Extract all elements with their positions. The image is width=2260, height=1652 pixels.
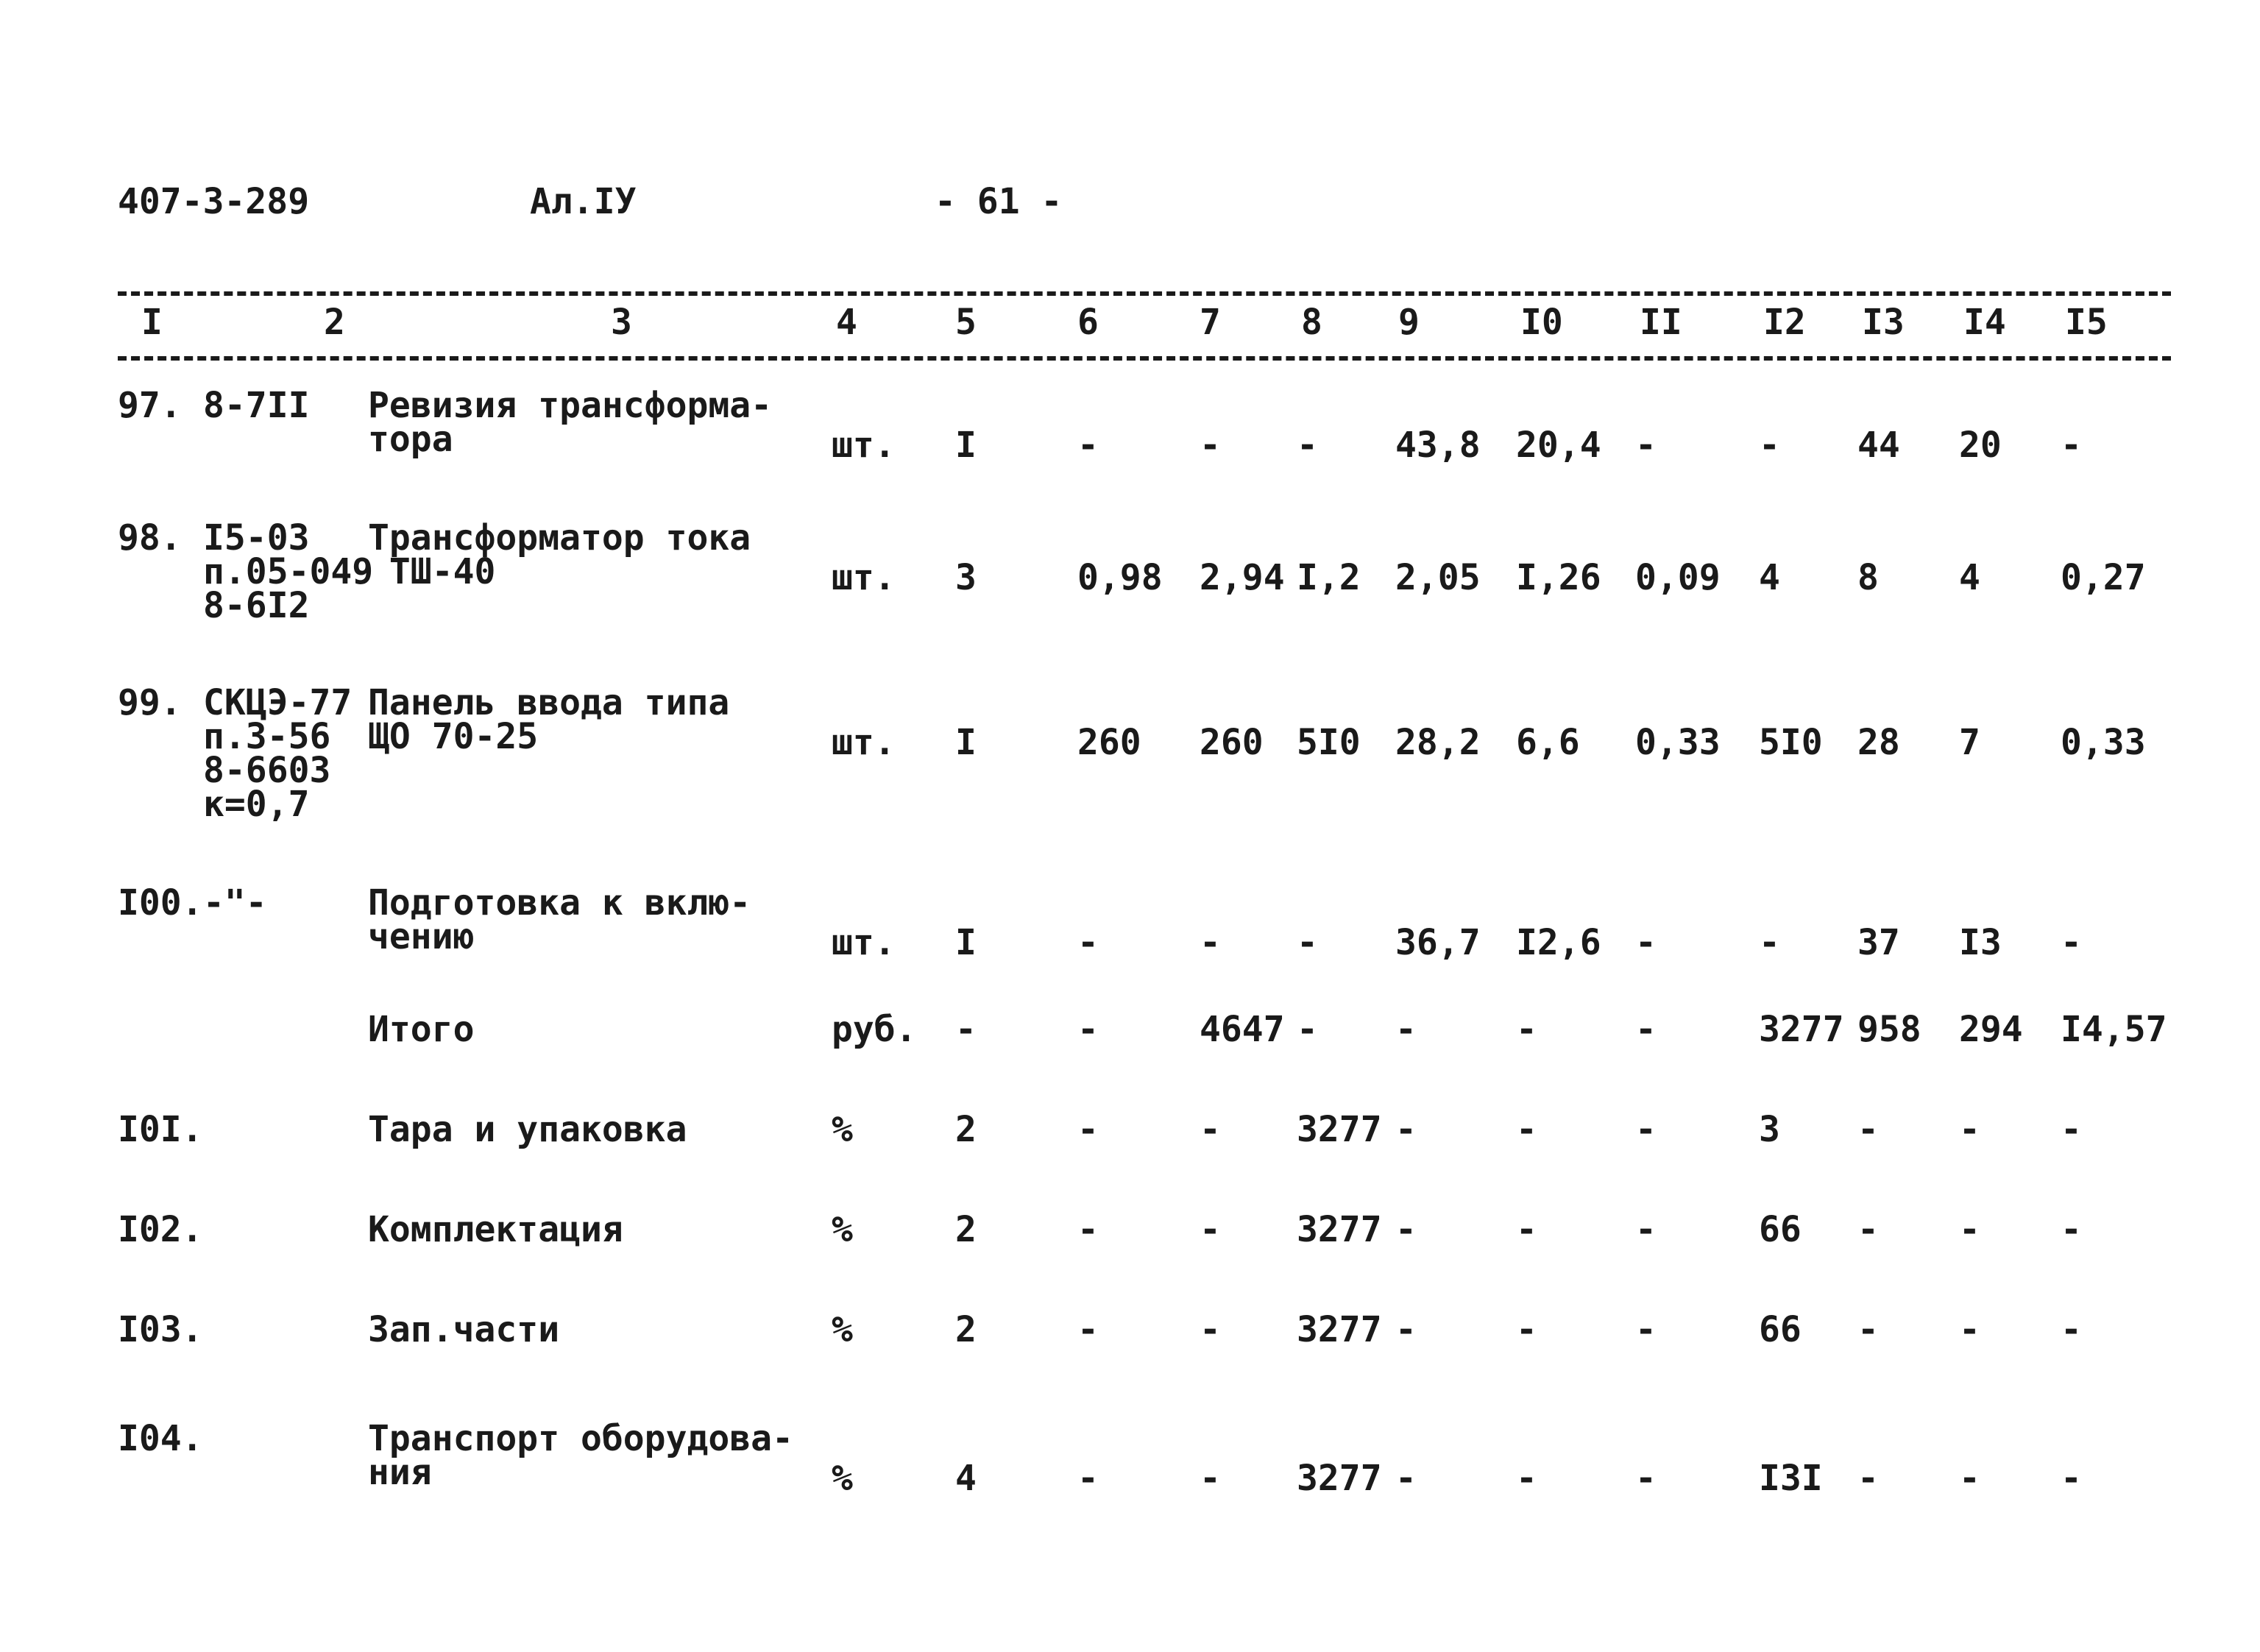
col-7: -: [1200, 1458, 1221, 1499]
table-header-rule: [118, 356, 2171, 361]
col-15: 0,33: [2061, 722, 2146, 763]
col-14: -: [1959, 1209, 1980, 1250]
col-7: 4647: [1200, 1009, 1285, 1050]
document-number: 407-3-289: [118, 181, 310, 222]
column-number-13: I3: [1862, 302, 1905, 343]
quantity: -: [955, 1009, 977, 1050]
row-number: 98.: [118, 517, 182, 559]
col-8: 3277: [1297, 1209, 1382, 1250]
col-13: -: [1857, 1109, 1879, 1150]
col-11: -: [1635, 425, 1657, 466]
col-9: -: [1395, 1009, 1417, 1050]
col-12: 3: [1759, 1109, 1780, 1150]
item-name: Транспорт оборудова- ния: [368, 1418, 793, 1493]
quantity: 4: [955, 1458, 977, 1499]
unit: %: [832, 1309, 853, 1350]
col-13: 958: [1857, 1009, 1921, 1050]
col-15: -: [2061, 425, 2082, 466]
unit: шт.: [832, 922, 896, 963]
col-11: 0,33: [1635, 722, 1721, 763]
column-number-11: II: [1640, 302, 1682, 343]
rate-code: СКЦЭ-77 п.3-56 8-6603 к=0,7: [203, 682, 353, 825]
col-15: -: [2061, 1109, 2082, 1150]
col-6: 0,98: [1077, 557, 1163, 598]
album-label: Ал.IУ: [530, 181, 637, 222]
col-9: -: [1395, 1458, 1417, 1499]
unit: шт.: [832, 425, 896, 466]
col-12: -: [1759, 425, 1780, 466]
col-13: -: [1857, 1309, 1879, 1350]
col-8: 5I0: [1297, 722, 1361, 763]
col-9: -: [1395, 1309, 1417, 1350]
col-7: 2,94: [1200, 557, 1285, 598]
col-14: 4: [1959, 557, 1980, 598]
table-top-rule: [118, 291, 2171, 296]
col-7: -: [1200, 1309, 1221, 1350]
col-13: 28: [1857, 722, 1900, 763]
col-10: I2,6: [1516, 922, 1601, 963]
item-name: Панель ввода типа ЩО 70-25: [368, 682, 730, 757]
col-8: 3277: [1297, 1109, 1382, 1150]
unit: %: [832, 1209, 853, 1250]
row-number: 97.: [118, 385, 182, 426]
col-10: 20,4: [1516, 425, 1601, 466]
col-12: 66: [1759, 1209, 1802, 1250]
column-number-5: 5: [955, 302, 977, 343]
quantity: 2: [955, 1109, 977, 1150]
col-14: 7: [1959, 722, 1980, 763]
col-10: -: [1516, 1309, 1537, 1350]
column-number-12: I2: [1763, 302, 1806, 343]
col-12: 4: [1759, 557, 1780, 598]
col-10: -: [1516, 1009, 1537, 1050]
col-7: -: [1200, 1209, 1221, 1250]
column-number-7: 7: [1200, 302, 1221, 343]
col-14: 294: [1959, 1009, 2023, 1050]
row-number: I03.: [118, 1309, 203, 1350]
quantity: 3: [955, 557, 977, 598]
col-10: I,26: [1516, 557, 1601, 598]
col-15: 0,27: [2061, 557, 2146, 598]
item-name: Подготовка к вклю- чению: [368, 882, 751, 957]
item-name: Ревизия трансформа- тора: [368, 385, 773, 460]
col-11: -: [1635, 922, 1657, 963]
col-14: 20: [1959, 425, 2002, 466]
item-name: Зап.части: [368, 1309, 560, 1350]
col-12: 66: [1759, 1309, 1802, 1350]
unit: %: [832, 1458, 853, 1499]
col-15: -: [2061, 1309, 2082, 1350]
col-14: -: [1959, 1109, 1980, 1150]
col-11: -: [1635, 1109, 1657, 1150]
column-number-8: 8: [1301, 302, 1322, 343]
col-7: -: [1200, 922, 1221, 963]
row-number: I00.: [118, 882, 203, 924]
col-9: 2,05: [1395, 557, 1481, 598]
col-12: 5I0: [1759, 722, 1823, 763]
col-9: -: [1395, 1209, 1417, 1250]
col-8: I,2: [1297, 557, 1361, 598]
col-6: -: [1077, 1009, 1099, 1050]
col-11: 0,09: [1635, 557, 1721, 598]
col-13: 37: [1857, 922, 1900, 963]
column-number-14: I4: [1963, 302, 2006, 343]
quantity: 2: [955, 1209, 977, 1250]
col-14: -: [1959, 1309, 1980, 1350]
col-9: 43,8: [1395, 425, 1481, 466]
col-14: I3: [1959, 922, 2002, 963]
column-number-15: I5: [2065, 302, 2108, 343]
col-11: -: [1635, 1209, 1657, 1250]
col-10: -: [1516, 1109, 1537, 1150]
col-12: 3277: [1759, 1009, 1844, 1050]
col-10: -: [1516, 1209, 1537, 1250]
quantity: 2: [955, 1309, 977, 1350]
col-12: I3I: [1759, 1458, 1823, 1499]
col-6: -: [1077, 1209, 1099, 1250]
col-9: 36,7: [1395, 922, 1481, 963]
col-7: -: [1200, 425, 1221, 466]
unit: %: [832, 1109, 853, 1150]
col-8: -: [1297, 425, 1318, 466]
col-9: 28,2: [1395, 722, 1481, 763]
col-8: 3277: [1297, 1309, 1382, 1350]
col-15: -: [2061, 922, 2082, 963]
col-13: -: [1857, 1458, 1879, 1499]
quantity: I: [955, 922, 977, 963]
col-15: I4,57: [2061, 1009, 2167, 1050]
col-7: 260: [1200, 722, 1264, 763]
column-number-4: 4: [836, 302, 857, 343]
item-name: Комплектация: [368, 1209, 623, 1250]
item-name: Итого: [368, 1009, 475, 1050]
row-number: I02.: [118, 1209, 203, 1250]
item-name: Трансформатор тока ТШ-40: [368, 517, 751, 592]
col-7: -: [1200, 1109, 1221, 1150]
col-11: -: [1635, 1009, 1657, 1050]
unit: руб.: [832, 1009, 917, 1050]
col-13: 44: [1857, 425, 1900, 466]
col-8: -: [1297, 1009, 1318, 1050]
row-number: 99.: [118, 682, 182, 723]
col-8: -: [1297, 922, 1318, 963]
col-6: 260: [1077, 722, 1141, 763]
col-6: -: [1077, 1109, 1099, 1150]
column-number-1: I: [141, 302, 163, 343]
col-14: -: [1959, 1458, 1980, 1499]
col-9: -: [1395, 1109, 1417, 1150]
column-number-9: 9: [1398, 302, 1420, 343]
col-6: -: [1077, 425, 1099, 466]
column-number-3: 3: [611, 302, 632, 343]
col-11: -: [1635, 1458, 1657, 1499]
column-number-6: 6: [1077, 302, 1099, 343]
item-name: Тара и упаковка: [368, 1109, 687, 1150]
col-6: -: [1077, 1309, 1099, 1350]
unit: шт.: [832, 557, 896, 598]
column-number-10: I0: [1520, 302, 1563, 343]
rate-code: -"-: [203, 882, 267, 924]
col-15: -: [2061, 1209, 2082, 1250]
col-6: -: [1077, 1458, 1099, 1499]
page-number: - 61 -: [935, 181, 1063, 222]
rate-code: 8-7II: [203, 385, 310, 426]
quantity: I: [955, 722, 977, 763]
row-number: I04.: [118, 1418, 203, 1459]
row-number: I0I.: [118, 1109, 203, 1150]
unit: шт.: [832, 722, 896, 763]
col-13: 8: [1857, 557, 1879, 598]
rate-code: I5-03 п.05-049 8-6I2: [203, 517, 374, 626]
col-13: -: [1857, 1209, 1879, 1250]
col-12: -: [1759, 922, 1780, 963]
col-10: 6,6: [1516, 722, 1580, 763]
col-11: -: [1635, 1309, 1657, 1350]
col-6: -: [1077, 922, 1099, 963]
col-10: -: [1516, 1458, 1537, 1499]
col-15: -: [2061, 1458, 2082, 1499]
col-8: 3277: [1297, 1458, 1382, 1499]
quantity: I: [955, 425, 977, 466]
column-number-2: 2: [324, 302, 345, 343]
